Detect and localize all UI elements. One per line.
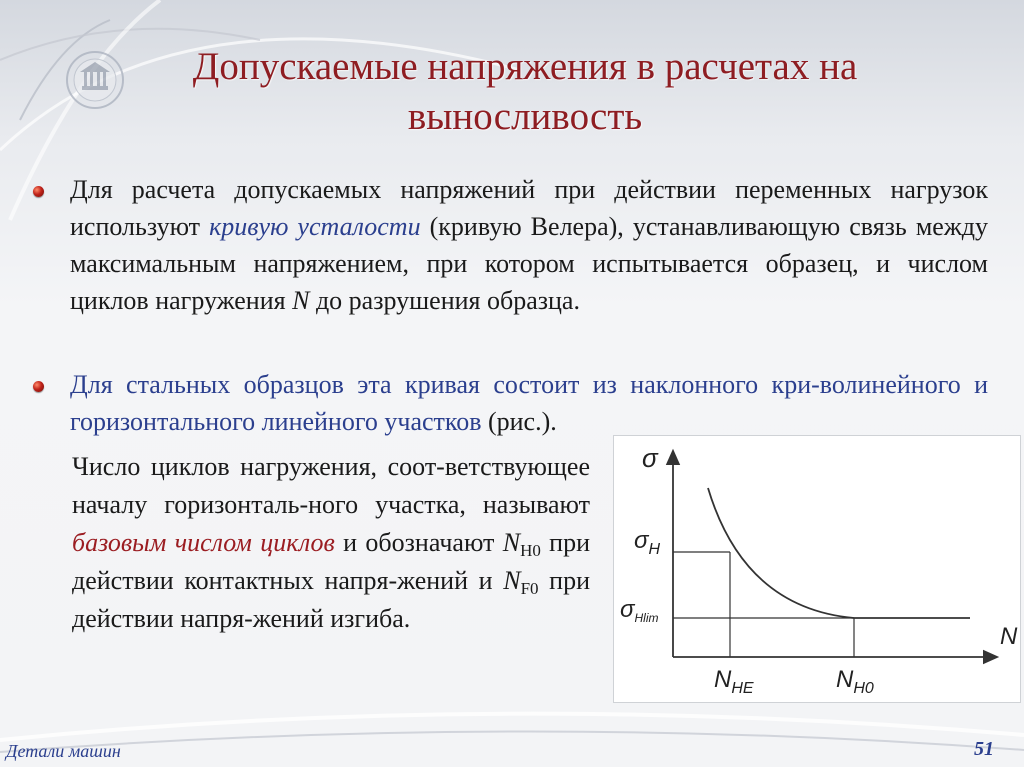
symbol-nh0: $N_{H0}$ — [502, 528, 541, 560]
p3-text-d: при действии напря-жений изгиба. — [72, 566, 591, 633]
p3-text-c: при действии контактных напря-жений и — [72, 528, 590, 595]
title-line-1: Допускаемые напряжения в расчетах на — [192, 45, 858, 88]
p3-text-b: и обозначают — [334, 528, 503, 557]
paragraph-steel-samples — [70, 366, 988, 440]
tick-nh0: $N_{H0}$ — [836, 666, 874, 697]
term-base-cycles: базовым числом циклов — [72, 528, 335, 557]
slide-title — [60, 42, 990, 142]
tick-sigma-hlim: $\sigma_{Hlim}$ — [620, 596, 659, 625]
bullet-icon — [33, 186, 44, 197]
footer-course-name: Детали машин — [6, 741, 121, 761]
fatigue-curve-chart — [613, 435, 1021, 703]
x-axis-label: N — [1000, 623, 1018, 650]
chart-svg — [614, 436, 1020, 702]
title-line-2: выносливость — [407, 95, 643, 138]
paragraph-base-cycles — [72, 448, 590, 638]
p3-text-a: Число циклов нагружения, соот-ветствующее началу горизонталь-ного участка, называют — [72, 452, 590, 519]
paragraph-fatigue-curve — [70, 171, 988, 319]
tick-sigma-h: $\sigma_H$ — [634, 527, 661, 558]
bullet-icon — [33, 381, 44, 392]
p1-text-a: Для расчета допускаемых напряжений при действии переменных нагрузок используют — [70, 175, 988, 241]
y-axis-label: σ — [642, 443, 658, 473]
symbol-n: N — [292, 286, 310, 315]
term-fatigue-curve: кривую усталости — [209, 212, 421, 241]
tick-nhe: $N_{HE}$ — [714, 666, 754, 697]
symbol-nf0: $N_{F0}$ — [503, 566, 539, 598]
page-number: 51 — [974, 738, 994, 760]
p2-text-b: (рис.). — [481, 407, 557, 436]
p1-text-c: до разрушения образца. — [309, 286, 580, 315]
p1-text-b: (кривую Велера), устанавливающую связь между максимальным напряжением, при котором испытывается образец, и числом циклов нагружения — [70, 212, 989, 315]
p2-text-a: Для стальных образцов эта кривая состоит из наклонного кри-волинейного и горизонтального линейного участков — [70, 370, 988, 436]
